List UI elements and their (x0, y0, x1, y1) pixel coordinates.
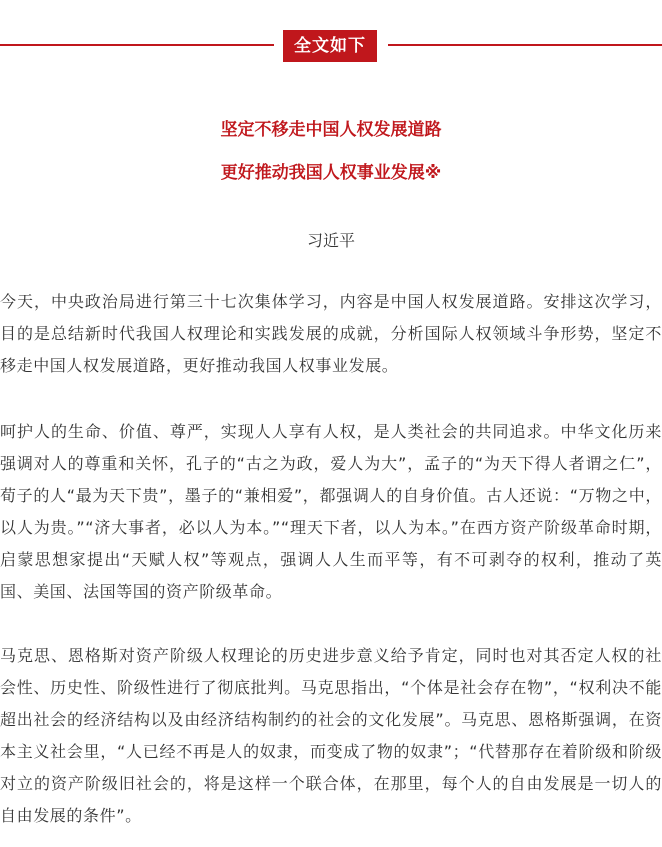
paragraph-1: 今天，中央政治局进行第三十七次集体学习，内容是中国人权发展道路。安排这次学习，目的是总结新时代我国人权理论和实践发展的成就，分析国际人权领域斗争形势，坚定不移走中国人权发展道路，更好推动我国人权事业发展。 (0, 292, 662, 375)
full-text-badge: 全文如下 (283, 30, 377, 62)
article-title-line-1: 坚定不移走中国人权发展道路 (220, 120, 442, 140)
article-author: 习近平 (306, 231, 355, 250)
paragraph-2: 呵护人的生命、价值、尊严，实现人人享有人权，是人类社会的共同追求。中华文化历来强调对人的尊重和关怀，孔子的“古之为政，爱人为大”，孟子的“为天下得人者谓之仁”，荀子的人“最为天下贵”，墨子的“兼相爱”，都强调人的自身价值。古人还说：“万物之中，以人为贵。”“济大事者，必以人为本。”“理天下者，以人为本。”在西方资产阶级革命时期，启蒙思想家提出“天赋人权”等观点，强调人人生而平等，有不可剥夺的权利，推动了英国、美国、法国等国的资产阶级革命。 (0, 422, 662, 601)
paragraph-3: 马克思、恩格斯对资产阶级人权理论的历史进步意义给予肯定，同时也对其否定人权的社会性、历史性、阶级性进行了彻底批判。马克思指出，“个体是社会存在物”，“权利决不能超出社会的经济结构以及由经济结构制约的社会的文化发展”。马克思、恩格斯强调，在资本主义社会里，“人已经不再是人的奴隶，而变成了物的奴隶”；“代替那存在着阶级和阶级对立的资产阶级旧社会的，将是这样一个联合体，在那里，每个人的自由发展是一切人的自由发展的条件”。 (0, 646, 662, 825)
section-header (0, 30, 662, 62)
left-divider-line (0, 44, 274, 46)
article-title-line-2: 更好推动我国人权事业发展※ (220, 163, 442, 183)
right-divider-line (388, 44, 662, 46)
